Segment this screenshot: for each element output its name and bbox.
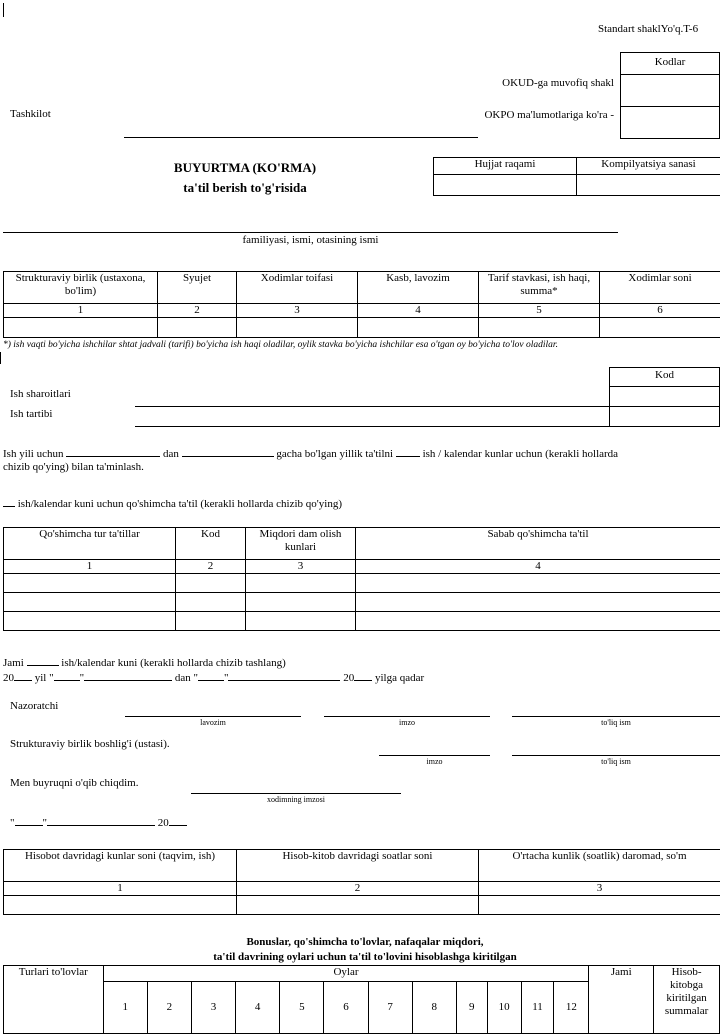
table2-header: Kod <box>176 528 246 560</box>
end-month-field[interactable] <box>228 669 340 681</box>
column-number: 2 <box>176 560 246 574</box>
quote: " <box>10 817 15 829</box>
position-table <box>3 271 720 338</box>
employee-signature-field[interactable] <box>191 793 401 794</box>
footnote: *) ish vaqti bo'yicha ishchilar shtat jadvali (tarifi) bo'yicha ish haqi oladilar, oylik stavka bo'yicha ishchilar esa o'tgan oy bo'yicha to'lov oladilar. <box>3 340 720 350</box>
compilation-date-field[interactable] <box>577 175 720 196</box>
month-number: 2 <box>147 982 191 1034</box>
month-number: 8 <box>412 982 456 1034</box>
table3-cell[interactable] <box>479 896 720 915</box>
table1-cell[interactable] <box>358 318 479 338</box>
year-prefix: 20 <box>3 672 14 684</box>
month-number: 3 <box>191 982 235 1034</box>
jami-header: Jami <box>589 966 654 1034</box>
table2-cell[interactable] <box>4 612 176 631</box>
controller-name-field[interactable] <box>512 716 720 717</box>
column-number: 2 <box>237 882 479 896</box>
column-number: 4 <box>358 304 479 318</box>
fullname-caption: to'liq ism <box>512 757 720 766</box>
table1-cell[interactable] <box>479 318 600 338</box>
column-number: 3 <box>237 304 358 318</box>
quote: " <box>224 672 229 684</box>
column-number: 5 <box>479 304 600 318</box>
column-number: 3 <box>479 882 720 896</box>
end-day-field[interactable] <box>198 669 224 681</box>
qadar-text: yilga qadar <box>375 672 424 684</box>
column-number: 2 <box>158 304 237 318</box>
total-label: Jami <box>3 657 24 669</box>
earnings-table <box>3 849 720 915</box>
fullname-caption: to'liq ism <box>512 718 720 727</box>
table2-cell[interactable] <box>176 612 246 631</box>
leave-days-field[interactable] <box>396 445 420 457</box>
unit-head-label: Strukturaviy birlik boshlig'i (ustasi). <box>10 738 170 750</box>
start-day-field[interactable] <box>54 669 80 681</box>
month-number: 1 <box>103 982 147 1034</box>
quote: " <box>80 672 85 684</box>
table1-header: Strukturaviy birlik (ustaxona, bo'lim) <box>4 272 158 304</box>
sign-month-field[interactable] <box>47 814 155 826</box>
table1-cell[interactable] <box>600 318 720 338</box>
head-name-field[interactable] <box>512 755 720 756</box>
leave-text: Ish yili uchun <box>3 448 64 460</box>
extra-leave-line <box>3 495 342 510</box>
table2-cell[interactable] <box>356 574 720 593</box>
table1-header: Xodimlar soni <box>600 272 720 304</box>
table2-cell[interactable] <box>356 612 720 631</box>
table1-header: Kasb, lavozim <box>358 272 479 304</box>
okud-label: OKUD-ga muvofiq shakl <box>490 76 614 91</box>
order-subtitle: ta'til berish to'g'risida <box>120 180 370 196</box>
bonus-title: Bonuslar, qo'shimcha to'lovlar, nafaqalar miqdori, <box>80 936 650 948</box>
table1-header: Syujet <box>158 272 237 304</box>
document-number-field[interactable] <box>434 175 577 196</box>
leave-text: dan <box>163 448 179 460</box>
extra-days-field[interactable] <box>3 495 15 507</box>
table3-cell[interactable] <box>237 896 479 915</box>
year-text: yil " <box>35 672 54 684</box>
annual-leave-line <box>3 445 720 460</box>
bonus-subtitle: ta'til davrining oylari uchun ta'til to'lovini hisoblashga kiritilgan <box>80 951 650 963</box>
controller-label: Nazoratchi <box>10 700 58 712</box>
table1-header: Xodimlar toifasi <box>237 272 358 304</box>
controller-position-field[interactable] <box>125 716 301 717</box>
controller-signature-field[interactable] <box>324 716 490 717</box>
okpo-label: OKPO ma'lumotlariga ko'ra - <box>480 108 614 123</box>
standard-form-label: Standart shaklYo'q.T-6 <box>598 23 698 35</box>
month-number: 5 <box>280 982 324 1034</box>
column-number: 1 <box>4 882 237 896</box>
sign-date-line <box>10 814 187 829</box>
codes-label: Kodlar <box>620 56 720 68</box>
organization-label: Tashkilot <box>10 108 51 120</box>
table2-cell[interactable] <box>246 593 356 612</box>
year-prefix: 20 <box>158 817 169 829</box>
acknowledged-label: Men buyruqni o'qib chiqdim. <box>10 777 138 789</box>
year-prefix: 20 <box>343 672 354 684</box>
sign-year-field[interactable] <box>169 814 187 826</box>
signature-caption: imzo <box>379 757 490 766</box>
bonus-table <box>3 965 720 1034</box>
work-conditions-field[interactable] <box>135 406 609 407</box>
table2-cell[interactable] <box>246 574 356 593</box>
total-days-field[interactable] <box>27 654 59 666</box>
table2-header: Miqdori dam olish kunlari <box>246 528 356 560</box>
head-signature-field[interactable] <box>379 755 490 756</box>
table2-header: Sabab qo'shimcha ta'til <box>356 528 720 560</box>
leave-end-field[interactable] <box>182 445 274 457</box>
start-month-field[interactable] <box>84 669 172 681</box>
compilation-date-label: Kompilyatsiya sanasi <box>577 158 720 175</box>
table1-cell[interactable] <box>237 318 358 338</box>
total-line <box>3 654 286 669</box>
start-year-field[interactable] <box>14 669 32 681</box>
kod-label: Kod <box>609 369 720 381</box>
table1-header: Tarif stavkasi, ish haqi, summa* <box>479 272 600 304</box>
table1-cell[interactable] <box>4 318 158 338</box>
organization-field[interactable] <box>124 137 478 138</box>
work-schedule-label: Ish tartibi <box>10 408 52 420</box>
month-number: 7 <box>368 982 412 1034</box>
end-year-field[interactable] <box>354 669 372 681</box>
employee-signature-caption: xodimning imzosi <box>191 795 401 804</box>
month-number: 9 <box>456 982 487 1034</box>
table2-header: Qo'shimcha tur ta'tillar <box>4 528 176 560</box>
table2-cell[interactable] <box>176 593 246 612</box>
table3-header: O'rtacha kunlik (soatlik) daromad, so'm <box>479 850 720 882</box>
month-number: 6 <box>324 982 368 1034</box>
payment-types-header: Turlari to'lovlar <box>4 966 104 1034</box>
signature-caption: imzo <box>324 718 490 727</box>
annual-leave-line-2: chizib qo'ying) bilan ta'minlash. <box>3 461 144 473</box>
column-number: 3 <box>246 560 356 574</box>
table2-cell[interactable] <box>356 593 720 612</box>
table1-cell[interactable] <box>158 318 237 338</box>
column-number: 4 <box>356 560 720 574</box>
quote: " <box>43 817 48 829</box>
work-year-field[interactable] <box>66 445 160 457</box>
employee-name-caption: familiyasi, ismi, otasining ismi <box>3 234 618 246</box>
position-caption: lavozim <box>125 718 301 727</box>
employee-name-field[interactable] <box>3 232 618 233</box>
table2-cell[interactable] <box>4 574 176 593</box>
leave-text: ish / kalendar kunlar uchun (kerakli hollarda <box>423 448 619 460</box>
table3-header: Hisob-kitob davridagi soatlar soni <box>237 850 479 882</box>
month-number: 10 <box>487 982 521 1034</box>
dan-text: dan " <box>175 672 198 684</box>
table2-cell[interactable] <box>4 593 176 612</box>
months-header: Oylar <box>103 966 589 982</box>
accounted-sums-header: Hisob-kitobga kiritilgan summalar <box>654 966 720 1034</box>
table3-header: Hisobot davridagi kunlar soni (taqvim, ish) <box>4 850 237 882</box>
column-number: 6 <box>600 304 720 318</box>
month-number: 4 <box>236 982 280 1034</box>
work-conditions-label: Ish sharoitlari <box>10 388 71 400</box>
leave-text: gacha bo'lgan yillik ta'tilni <box>276 448 393 460</box>
total-text: ish/kalendar kuni (kerakli hollarda chizib tashlang) <box>61 657 286 669</box>
document-number-label: Hujjat raqami <box>434 158 577 175</box>
period-line <box>3 669 424 684</box>
table3-cell[interactable] <box>4 896 237 915</box>
extra-leave-text: ish/kalendar kuni uchun qo'shimcha ta'til (kerakli hollarda chizib qo'ying) <box>18 498 342 510</box>
column-number: 1 <box>4 560 176 574</box>
corner-mark <box>3 3 4 17</box>
order-title: BUYURTMA (KO'RMA) <box>120 160 370 176</box>
month-number: 12 <box>554 982 589 1034</box>
work-schedule-field[interactable] <box>135 426 609 427</box>
table2-cell[interactable] <box>176 574 246 593</box>
document-info-table <box>433 157 720 196</box>
column-number: 1 <box>4 304 158 318</box>
sign-day-field[interactable] <box>15 814 43 826</box>
month-number: 11 <box>521 982 554 1034</box>
additional-leave-table <box>3 527 720 631</box>
table2-cell[interactable] <box>246 612 356 631</box>
